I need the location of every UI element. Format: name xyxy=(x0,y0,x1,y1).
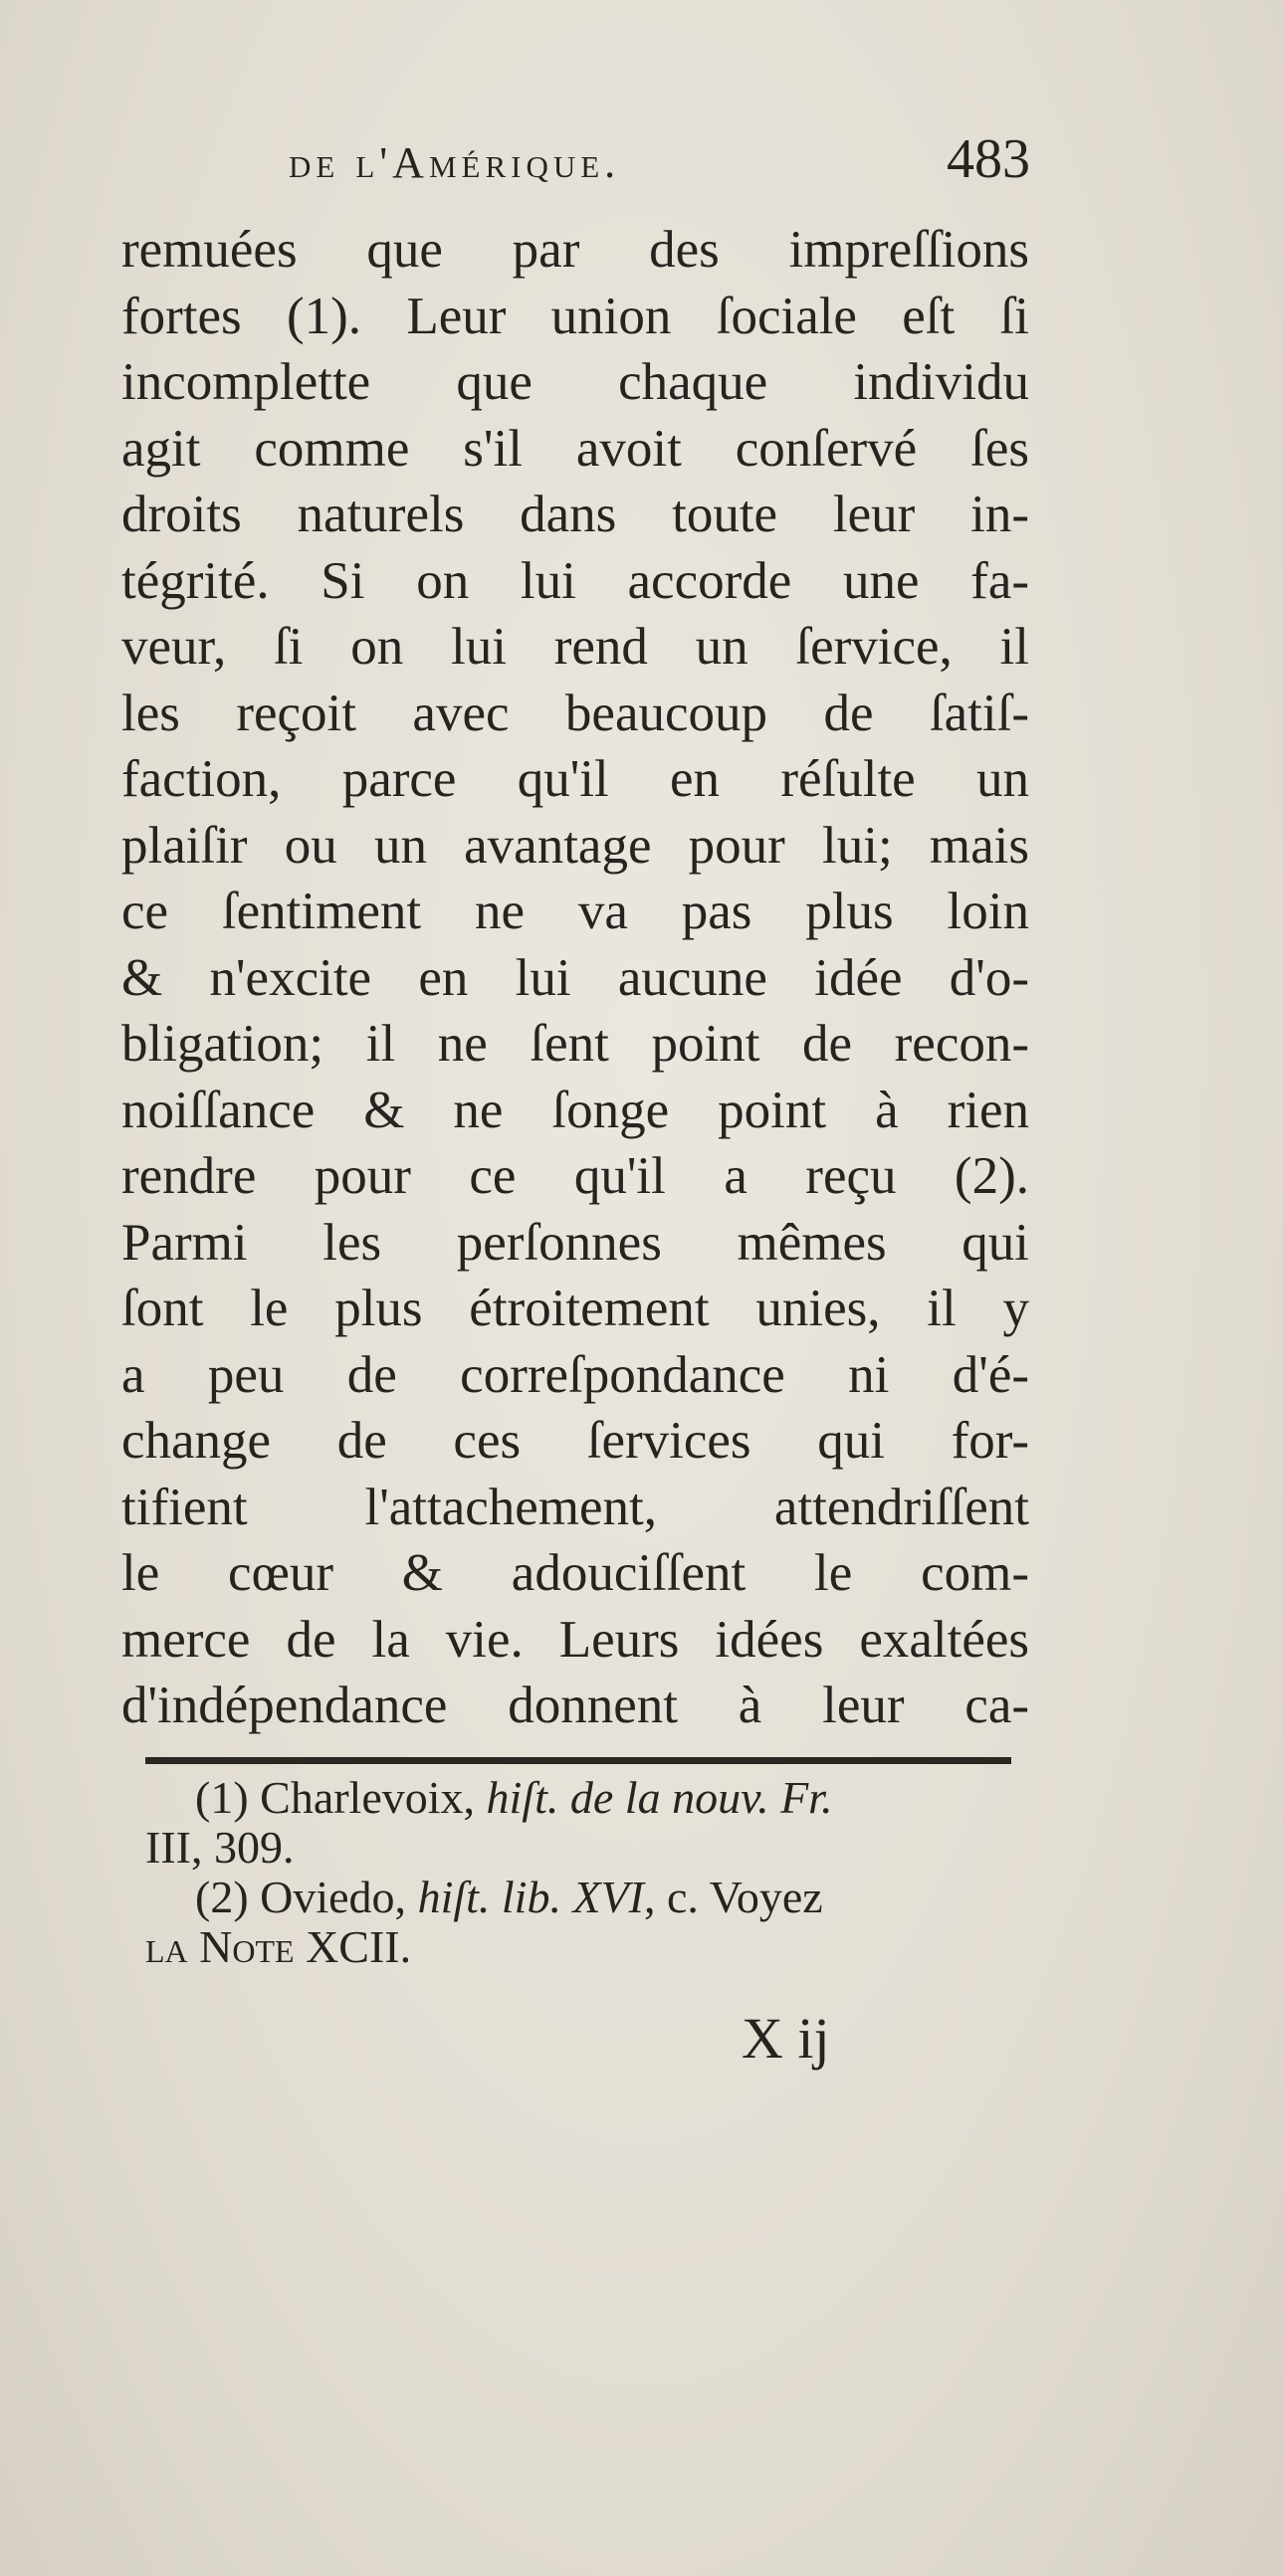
text-line: merce de la vie. Leurs idées exaltées xyxy=(121,1610,1029,1669)
text-line: tégrité. Si on lui accorde une fa- xyxy=(121,551,1029,610)
text-line: rendre pour ce qu'il a reçu (2). xyxy=(121,1147,1029,1205)
footnote-text: la Note XCII. xyxy=(145,1921,412,1972)
footnote-italic: hiſt. de la nouv. Fr. xyxy=(486,1772,833,1823)
text-line: plaiſir ou un avantage pour lui; mais xyxy=(121,816,1029,875)
body-text xyxy=(121,217,1029,1739)
text-line: les reçoit avec beaucoup de ſatiſ- xyxy=(121,684,1029,742)
text-line: change de ces ſervices qui for- xyxy=(121,1412,1029,1470)
text-line: fortes (1). Leur union ſociale eſt ſi xyxy=(121,287,1029,345)
text-line: agit comme s'il avoit conſervé ſes xyxy=(121,419,1029,478)
text-line: incomplette que chaque individu xyxy=(121,353,1029,411)
running-header xyxy=(289,127,1030,197)
footnote-text: (1) Charlevoix, xyxy=(195,1772,487,1823)
footnote-text: III, 309. xyxy=(145,1822,295,1873)
text-line: d'indépendance donnent à leur ca- xyxy=(121,1677,1029,1734)
running-title: de l'Amérique. xyxy=(289,138,621,187)
footnote-text: , c. Voyez xyxy=(643,1872,823,1922)
text-line: le cœur & adouciſſent le com- xyxy=(121,1544,1029,1602)
footnotes xyxy=(145,1773,1041,1972)
text-line: noiſſance & ne ſonge point à rien xyxy=(121,1081,1029,1139)
text-line: ce ſentiment ne va pas plus loin xyxy=(121,883,1029,940)
text-line: & n'excite en lui aucune idée d'o- xyxy=(121,948,1029,1007)
text-line: Parmi les perſonnes mêmes qui xyxy=(121,1213,1029,1272)
signature-mark: X ij xyxy=(742,2006,830,2071)
text-line: remuées que par des impreſſions xyxy=(121,221,1029,279)
text-line: droits naturels dans toute leur in- xyxy=(121,486,1029,543)
footnote-rule xyxy=(145,1757,1011,1764)
text-line: bligation; il ne ſent point de recon- xyxy=(121,1015,1029,1073)
text-line: a peu de correſpondance ni d'é- xyxy=(121,1345,1029,1404)
footnote-2 xyxy=(145,1873,1041,1922)
footnote-1 xyxy=(145,1773,1041,1823)
text-line: faction, parce qu'il en réſulte un xyxy=(121,750,1029,808)
page-number: 483 xyxy=(947,128,1030,190)
text-line: tifient l'attachement, attendriſſent xyxy=(121,1478,1029,1536)
text-line: ſont le plus étroitement unies, il y xyxy=(121,1280,1029,1337)
footnote-1-cont xyxy=(145,1823,1041,1873)
text-line: veur, ſi on lui rend un ſervice, il xyxy=(121,618,1029,676)
footnote-italic: hiſt. lib. XVI xyxy=(417,1872,644,1922)
footnote-2-cont xyxy=(145,1922,1041,1972)
footnote-text: (2) Oviedo, xyxy=(195,1872,418,1922)
